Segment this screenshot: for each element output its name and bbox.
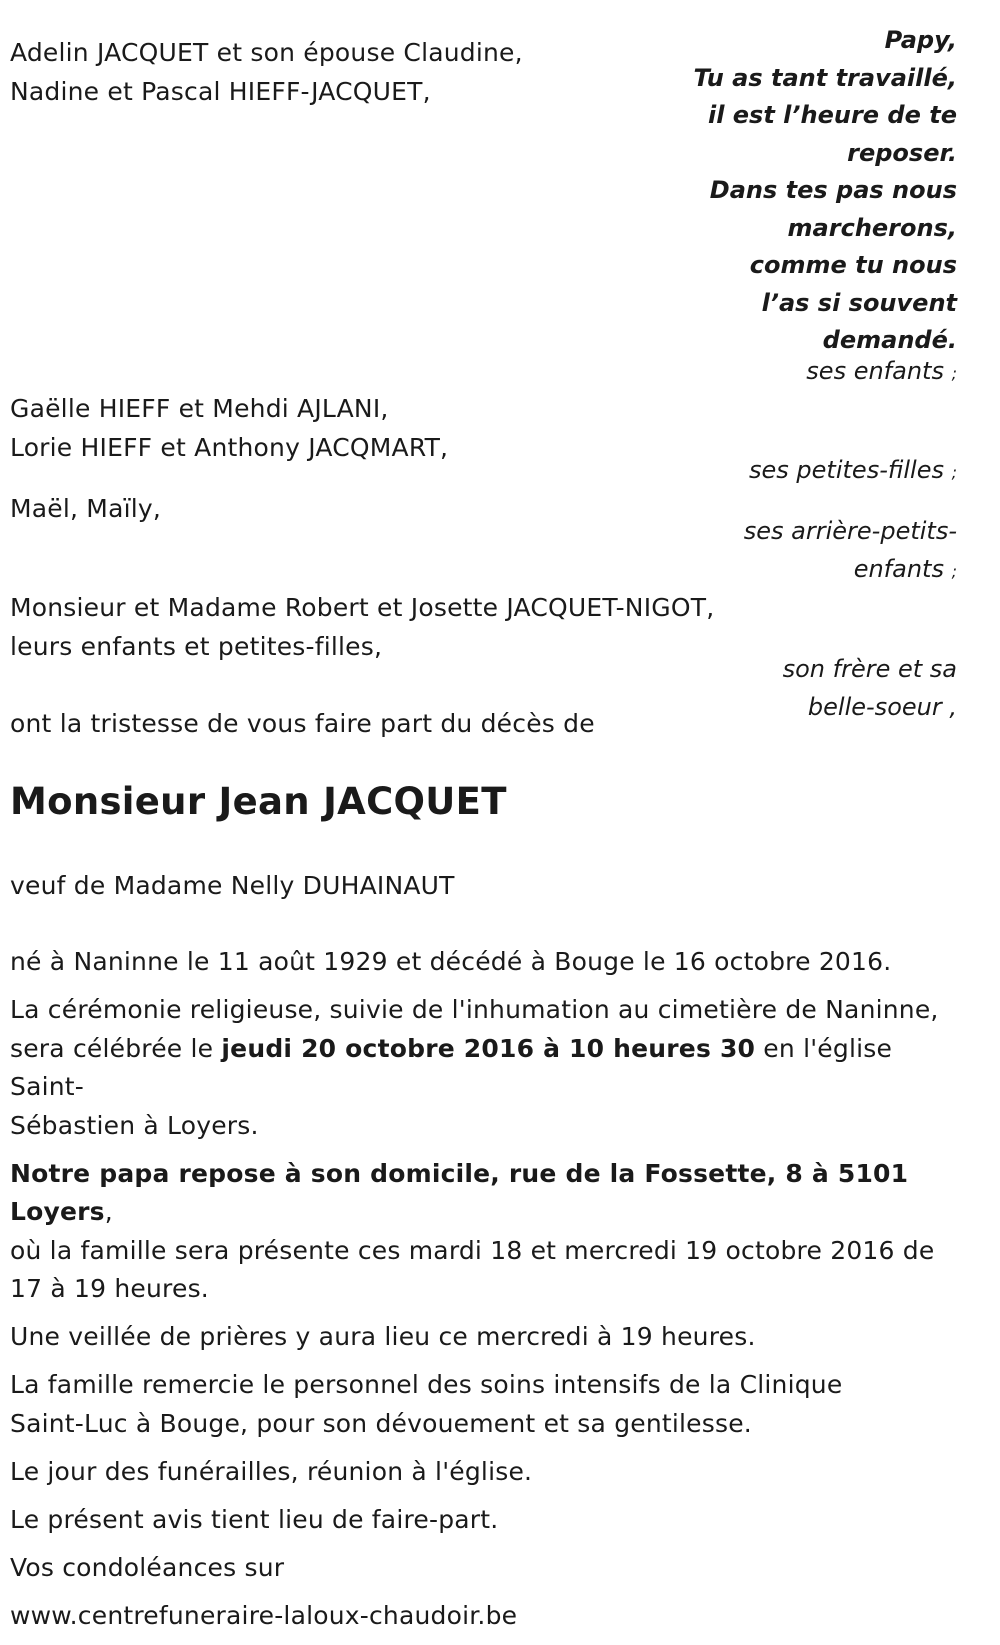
family-line: Adelin JACQUET et son épouse Claudine, (10, 38, 523, 67)
role-children (806, 352, 957, 393)
condolences-link[interactable]: www.centrefuneraire-laloux-chaudoir.be (10, 1600, 518, 1630)
poem-line: reposer. (847, 138, 957, 167)
role-great-grandchildren (744, 512, 957, 591)
role-label: enfants (853, 555, 944, 583)
poem-line: il est l’heure de te (707, 101, 957, 129)
poem-line: demandé. (822, 326, 957, 354)
ceremony-prefix: sera célébrée le (10, 1033, 222, 1063)
thanks-line: Saint-Luc à Bouge, pour son dévouement et sa gentilesse. (10, 1408, 752, 1438)
role-punct: ; (951, 562, 957, 581)
grandchildren-names (10, 389, 448, 467)
funeral-meeting: Le jour des funérailles, réunion à l'église. (10, 1456, 533, 1486)
children-names (10, 33, 523, 111)
notice: Le présent avis tient lieu de faire-part. (10, 1504, 499, 1534)
role-label: ses petites-filles (749, 456, 944, 484)
condolences-label: Vos condoléances sur (10, 1552, 285, 1582)
widower-of: veuf de Madame Nelly DUHAINAUT (10, 871, 455, 900)
poem-line: marcherons, (787, 213, 957, 242)
family-line: leurs enfants et petites-filles, (10, 632, 383, 661)
details-block (10, 943, 950, 1645)
repose-line (10, 1155, 950, 1232)
vigil: Une veillée de prières y aura lieu ce mercredi à 19 heures. (10, 1322, 756, 1351)
family-line: Nadine et Pascal HIEFF-JACQUET, (10, 77, 431, 106)
repose-address: Notre papa repose à son domicile, rue de la Fossette, 8 à 5101 Loyers (10, 1158, 909, 1226)
role-punct: ; (951, 364, 957, 383)
ceremony-line (10, 1030, 950, 1107)
great-grandchildren-names (10, 489, 161, 528)
role-punct: , (949, 693, 957, 721)
repose-line: où la famille sera présente ces mardi 18 et mercredi 19 octobre 2016 de (10, 1235, 935, 1265)
thanks (10, 1366, 950, 1443)
repose-line: 17 à 19 heures. (10, 1274, 209, 1303)
ceremony-line: Sébastien à Loyers. (10, 1110, 259, 1140)
role-label: belle-soeur (807, 693, 942, 721)
announcement-text: ont la tristesse de vous faire part du décès de (10, 709, 595, 738)
role-punct: ; (951, 463, 957, 482)
family-line: Maël, Maïly, (10, 494, 162, 523)
ceremony-suffix: en l'église Saint- (10, 1033, 893, 1101)
family-line: Gaëlle HIEFF et Mehdi AJLANI, (10, 394, 389, 423)
poem-line: Papy, (884, 26, 957, 54)
role-label: son frère et sa (782, 655, 957, 683)
role-label-cont (783, 688, 957, 726)
repose (10, 1155, 950, 1309)
poem-line: Tu as tant travaillé, (693, 63, 957, 92)
ceremony-datetime: jeudi 20 octobre 2016 à 10 heures 30 (221, 1033, 756, 1063)
family-line: Lorie HIEFF et Anthony JACQMART, (10, 433, 449, 462)
poem-line: comme tu nous (749, 251, 957, 279)
role-grandchildren (749, 451, 957, 492)
siblings-names (10, 588, 714, 666)
repose-comma: , (104, 1197, 113, 1226)
role-label: ses enfants (806, 357, 944, 385)
poem-line: l’as si souvent (761, 288, 957, 317)
poem-line: Dans tes pas nous (709, 176, 957, 204)
role-label: ses arrière-petits- (743, 517, 957, 545)
poem (693, 22, 957, 360)
deceased-name: Monsieur Jean JACQUET (10, 780, 507, 823)
ceremony-line: La cérémonie religieuse, suivie de l'inhumation au cimetière de Naninne, (10, 995, 939, 1024)
role-label-cont (744, 550, 957, 591)
thanks-line: La famille remercie le personnel des soins intensifs de la Clinique (10, 1370, 843, 1399)
ceremony (10, 991, 950, 1145)
birth-death: né à Naninne le 11 août 1929 et décédé à Bouge le 16 octobre 2016. (10, 947, 892, 976)
role-siblings (783, 650, 957, 726)
family-line: Monsieur et Madame Robert et Josette JACQUET-NIGOT, (10, 593, 715, 622)
